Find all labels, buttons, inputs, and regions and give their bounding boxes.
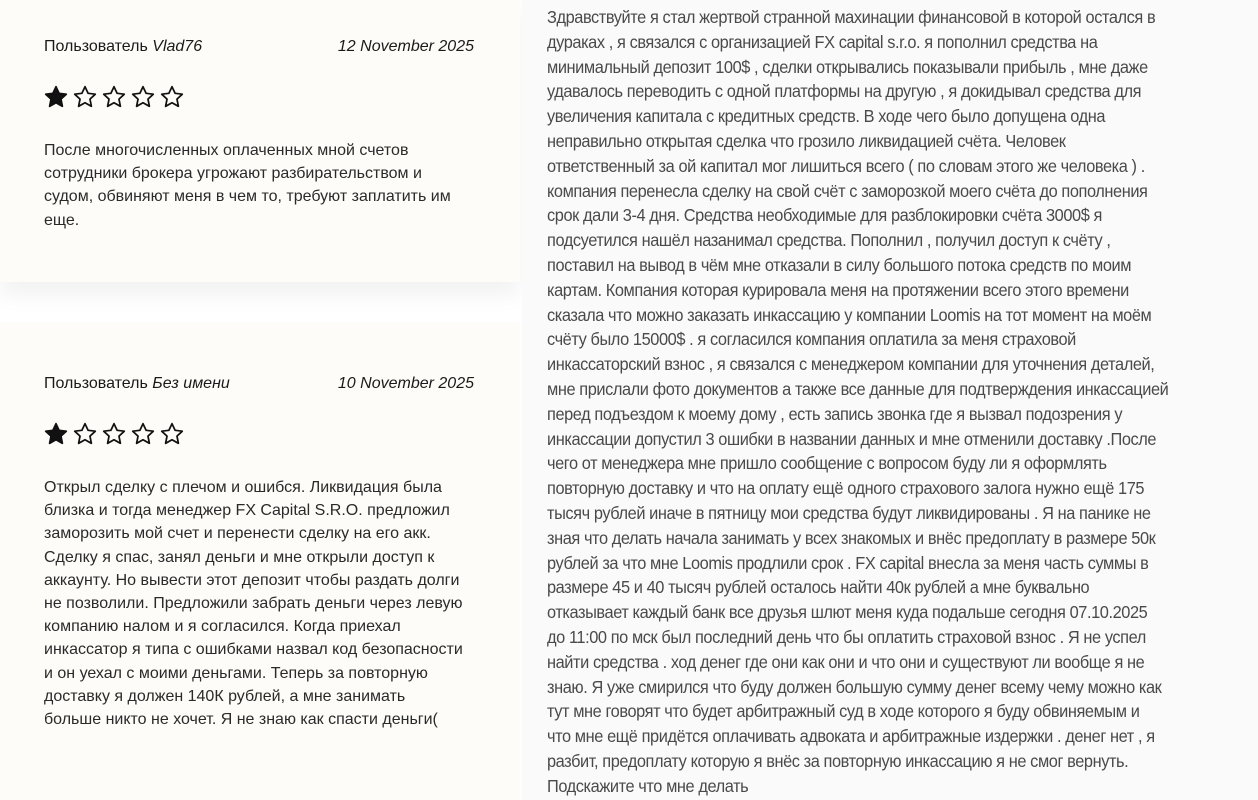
complaint-line: компания перенесла сделку на свой счёт с заморозкой моего счёта до пополнения <box>547 180 1148 201</box>
complaint-line: удавалось переводить с одной платформы на другую , я докидывал средства для <box>547 81 1142 102</box>
complaint-line: неправильно открытая сделка что грозило ликвидацией счёта. Человек <box>547 130 1066 151</box>
review-card <box>0 322 520 800</box>
complaint-line: инкассации допустил 3 ошибки в названии данных и мне отменили доставку .После <box>547 428 1157 449</box>
star-empty-icon <box>72 84 98 115</box>
complaint-line: зная что делать начала занимать у всех знакомых и внёс предоплату в размере 50к <box>547 527 1156 548</box>
complaint-line: дураках , я связался с организацией FX capital s.r.o. я пополнил средства на <box>547 31 1098 52</box>
complaint-line: минимальный депозит 100$ , сделки открывались показывали прибыль , мне даже <box>547 56 1148 77</box>
review-header <box>44 38 474 56</box>
complaint-line: тысяч рублей иначе в пятницу мои средства будут ликвидированы . Я на панике не <box>547 502 1151 523</box>
complaint-line: мне прислали фото документов а также все данные для подтверждения инкассацией <box>547 378 1169 399</box>
star-empty-icon <box>159 421 185 452</box>
complaint-line: чего от менеджера мне пришло сообщение с вопросом буду ли я оформлять <box>547 453 1107 474</box>
star-rating <box>43 421 185 452</box>
star-filled-icon <box>43 421 69 452</box>
complaint-line: рублей за что мне Loomis продлили срок . FX capital внесла за меня часть суммы в <box>547 552 1149 573</box>
review-author: Пользователь Vlad76 <box>44 38 203 55</box>
complaint-line: картам. Компания которая курировала меня на протяжении всего этого времени <box>547 279 1129 300</box>
complaint-line: повторную доставку и что на оплату ещё одного страхового залога нужно ещё 175 <box>547 478 1145 499</box>
star-empty-icon <box>130 421 156 452</box>
complaint-line: увеличения капитала с кредитных средств. В ходе чего было допущена одна <box>547 106 1106 127</box>
reviews-panel <box>0 0 522 800</box>
complaint-line: перед подъездом к моему дому , есть запись звонка где я вызвал подозрения у <box>547 403 1123 424</box>
complaint-line: отказывает каждый банк все друзья шлют меня куда подальше сегодня 07.10.2025 <box>547 602 1148 623</box>
star-empty-icon <box>101 421 127 452</box>
complaint-line: сказала что можно заказать инкассацию у компании Loomis на тот момент на моём <box>547 304 1152 325</box>
complaint-line: знаю. Я уже смирился что буду должен большую сумму денег всему чему можно как <box>547 676 1162 697</box>
review-text: После многочисленных оплаченных мной счетов сотрудники брокера угрожают разбирательством и судом, обвиняют меня в чем то, требуют заплатить им еще. <box>44 142 451 229</box>
star-empty-icon <box>72 421 98 452</box>
review-text: Открыл сделку с плечом и ошибся. Ликвидация была близка и тогда менеджер FX Capital S.R.O. предложил заморозить мой счет и перенести сделку на его акк. Сделку я спас, занял деньги и мне открыли доступ к аккаунту. Но вывести этот депозит чтобы раздать долги не позволили. Предложили забрать деньги через левую компанию налом и я согласился. Когда приехал инкассатор я типа с ошибками назвал код безопасности и он уехал с моими деньгами. Теперь за повторную доставку я должен 140К рублей, а мне занимать больше никто не хочет. Я не знаю как спасти деньги( <box>44 479 463 729</box>
complaint-line: найти средства . ход денег где они как они и что они и существуют ли вообще я не <box>547 651 1145 672</box>
author-name: Vlad76 <box>152 38 203 55</box>
complaint-line: размере 45 и 40 тысяч рублей осталось найти 40к рублей а мне буквально <box>547 577 1090 598</box>
review-card <box>0 0 520 282</box>
author-name: Без имени <box>152 375 230 392</box>
complaint-line: до 11:00 по мск был последний день что бы оплатить страховой взнос . Я не успел <box>547 626 1146 647</box>
review-date: 12 November 2025 <box>337 38 474 55</box>
complaint-line: разбит, предоплату которую я внёс за повторную инкассацию я не смог вернуть. <box>547 750 1129 771</box>
complaint-line: срок дали 3-4 дня. Средства необходимые для разблокировки счёта 3000$ я <box>547 205 1102 226</box>
complaint-line: ответственный за ой капитал мог лишиться всего ( по словам этого же человека ) . <box>547 155 1145 176</box>
complaint-line: инкассаторский взнос , я связался с менеджером компании для уточнения деталей, <box>547 354 1155 375</box>
complaint-line: что мне ещё придётся оплачивать адвоката и арбитражные издержки . денег нет , я <box>547 726 1155 747</box>
complaint-line: Здравствуйте я стал жертвой странной махинации финансовой в которой остался в <box>547 7 1156 27</box>
complaint-text <box>522 0 1258 800</box>
review-date: 10 November 2025 <box>337 375 474 392</box>
review-author: Пользователь Без имени <box>44 375 230 392</box>
star-filled-icon <box>43 84 69 115</box>
complaint-line: Подскажите что мне делать <box>547 775 749 796</box>
complaint-line: счёту было 15000$ . я согласился компания оплатила за меня страховой <box>547 329 1076 350</box>
star-empty-icon <box>130 84 156 115</box>
star-rating <box>43 84 185 115</box>
complaint-line: подсуетился нашёл назанимал средства. Пополнил , получил доступ к счёту , <box>547 230 1111 251</box>
review-header <box>44 375 474 393</box>
star-empty-icon <box>101 84 127 115</box>
complaint-line: поставил на вывод в чём мне отказали в силу большого потока средств по моим <box>547 254 1132 275</box>
star-empty-icon <box>159 84 185 115</box>
complaint-line: тут мне говорят что будет арбитражный суд в ходе которого я буду обвиняемым и <box>547 701 1140 722</box>
